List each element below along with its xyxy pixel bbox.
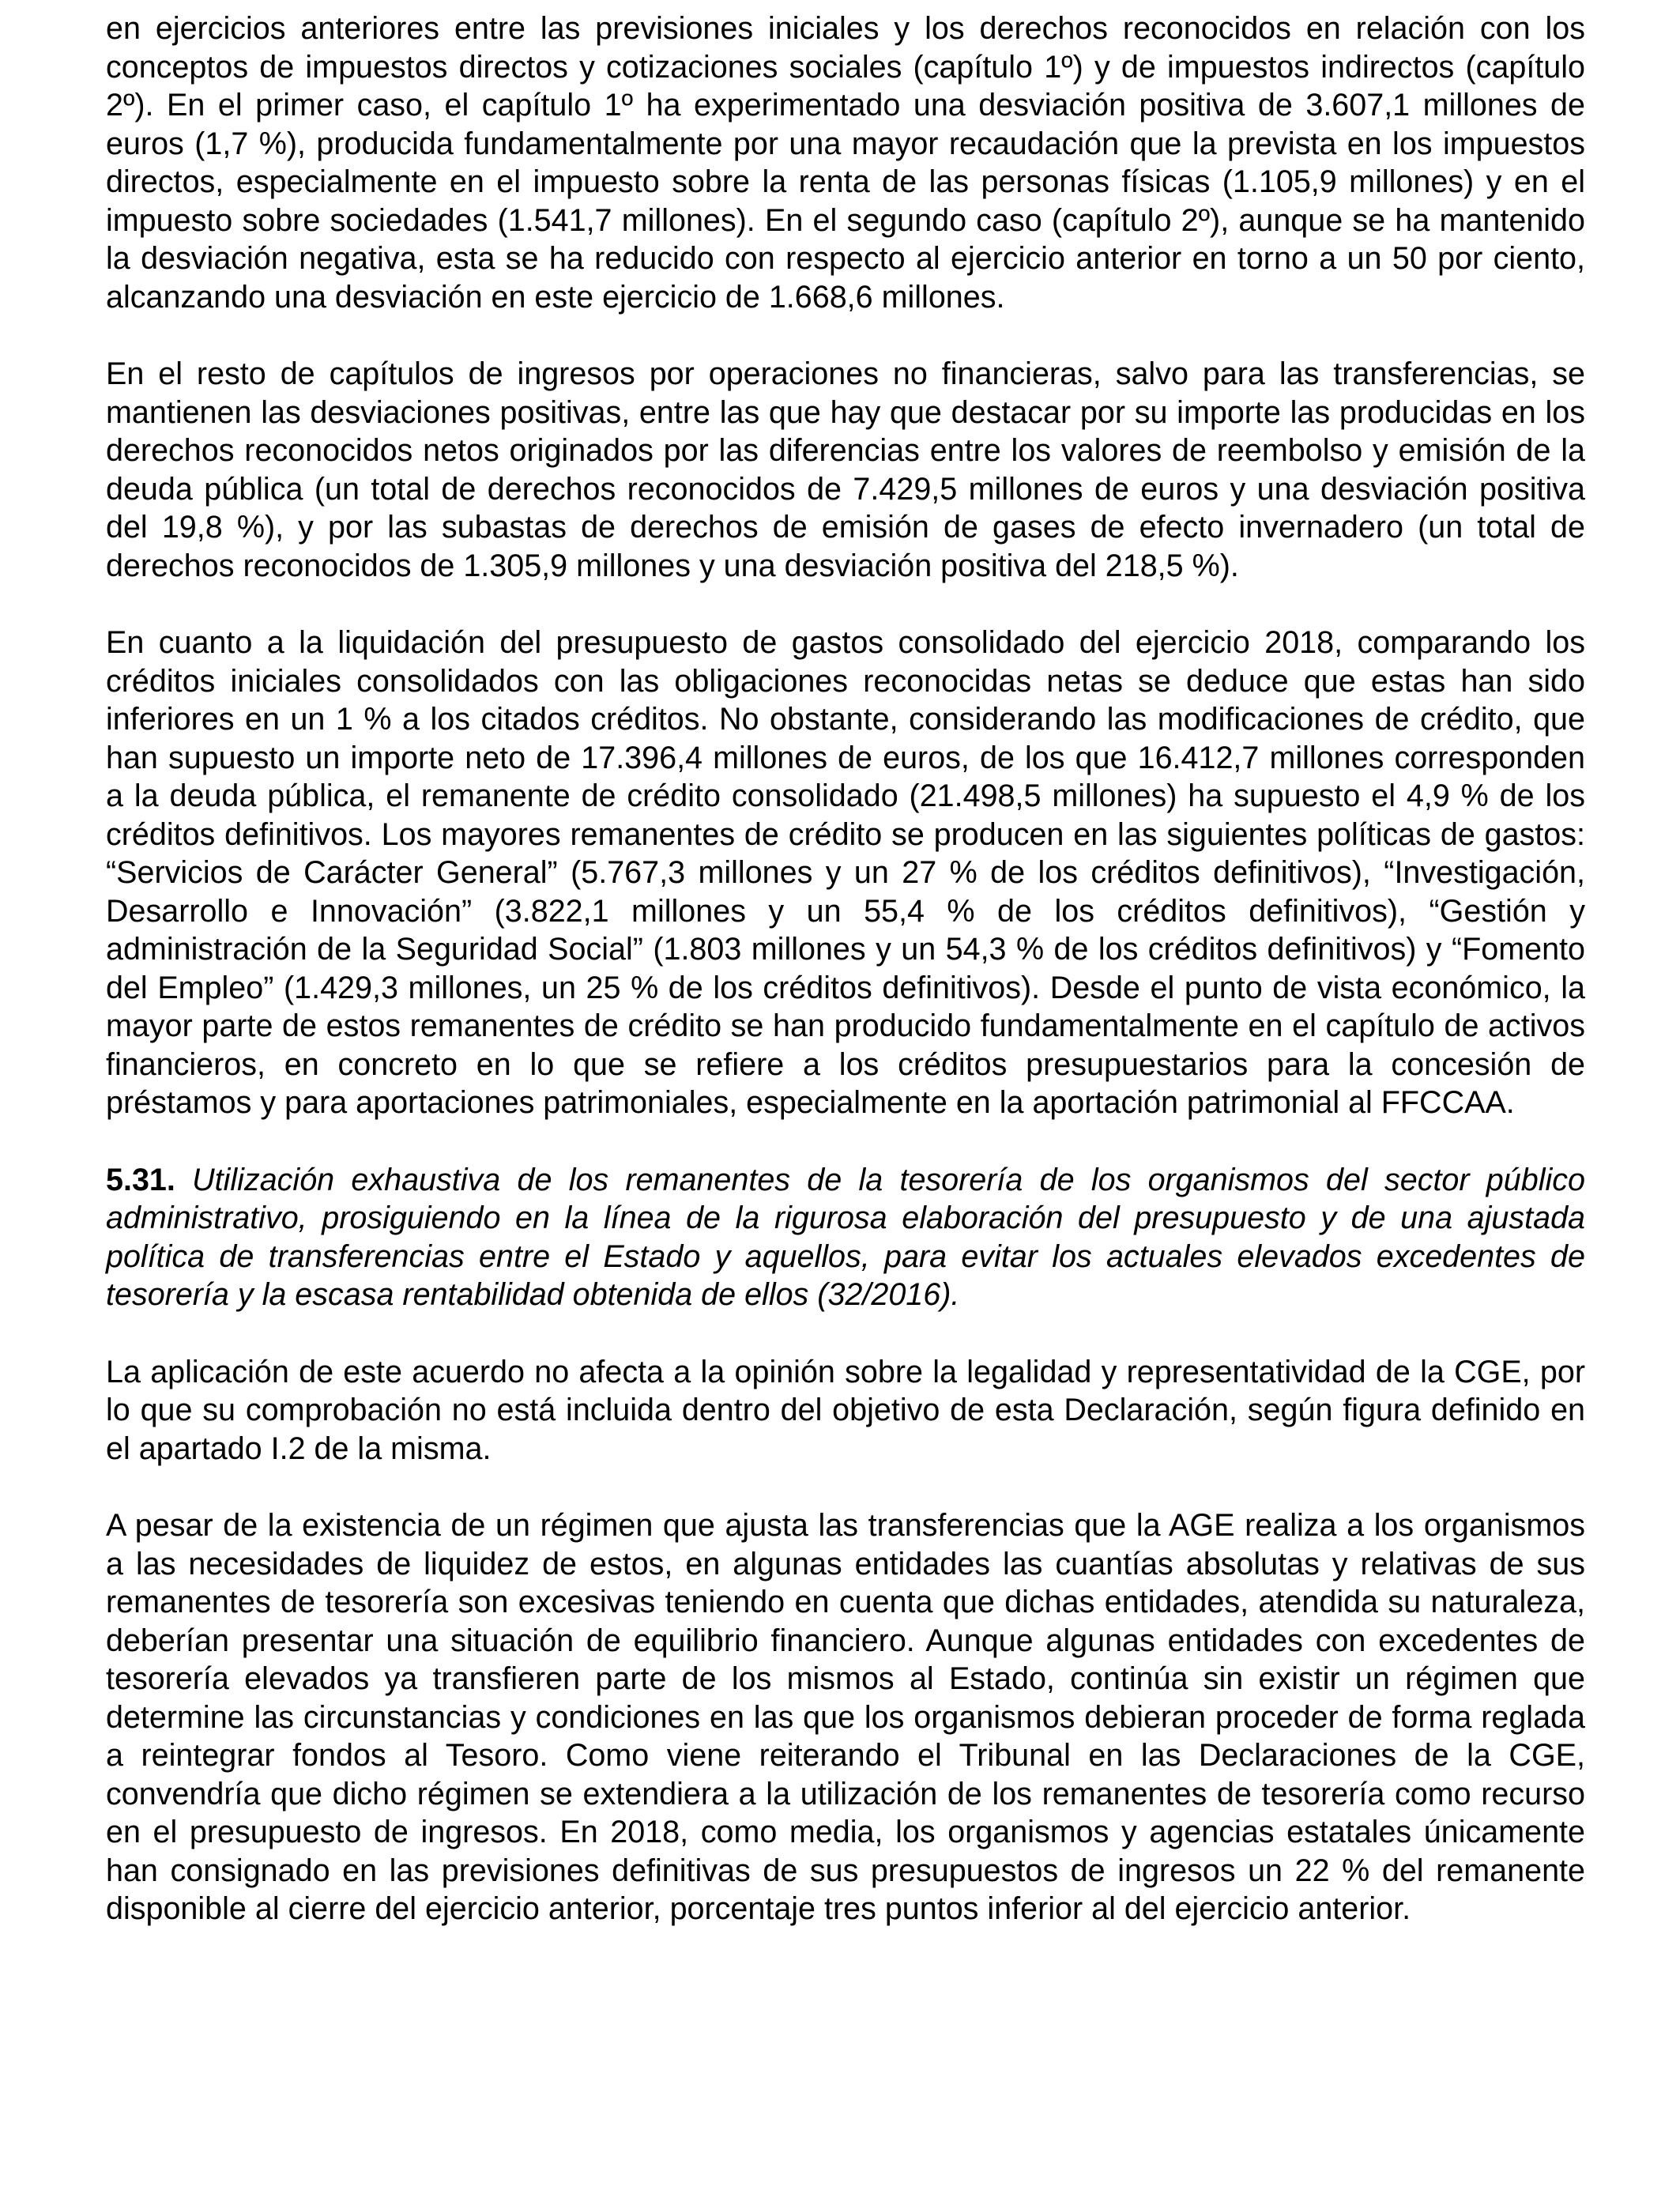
recommendation-block xyxy=(106,1161,1585,1314)
paragraph-expenditure-liquidation: En cuanto a la liquidación del presupuesto de gastos consolidado del ejercicio 2018, comparando los créditos iniciales consolidados con las obligaciones reconocidas netas se deduce que estas han sido inferiores en un 1 % a los citados créditos. No obstante, considerando las modificaciones de crédito, que han supuesto un importe neto de 17.396,4 millones de euros, de los que 16.412,7 millones corresponden a la deuda pública, el remanente de crédito consolidado (21.498,5 millones) ha supuesto el 4,9 % de los créditos definitivos. Los mayores remanentes de crédito se producen en las siguientes políticas de gastos: “Servicios de Carácter General” (5.767,3 millones y un 27 % de los créditos definitivos), “Investigación, Desarrollo e Innovación” (3.822,1 millones y un 55,4 % de los créditos definitivos), “Gestión y administración de la Seguridad Social” (1.803 millones y un 54,3 % de los créditos definitivos) y “Fomento del Empleo” (1.429,3 millones, un 25 % de los créditos definitivos). Desde el punto de vista económico, la mayor parte de estos remanentes de crédito se han producido fundamentalmente en el capítulo de activos financieros, en concreto en lo que se refiere a los créditos presupuestarios para la concesión de préstamos y para aportaciones patrimoniales, especialmente en la aportación patrimonial al FFCCAA. xyxy=(106,625,1585,1120)
document-page xyxy=(106,9,1585,1967)
paragraph-agreement-scope: La aplicación de este acuerdo no afecta a la opinión sobre la legalidad y representatividad de la CGE, por lo que su comprobación no está incluida dentro del objetivo de esta Declaración, según figura definido en el apartado I.2 de la misma. xyxy=(106,1354,1585,1466)
recommendation-text: Utilización exhaustiva de los remanentes de la tesorería de los organismos del sector público administrativo, prosiguiendo en la línea de la rigurosa elaboración del presupuesto y de una ajustada política de transferencias entre el Estado y aquellos, para evitar los actuales elevados excedentes de tesorería y la escasa rentabilidad obtenida de ellos (32/2016). xyxy=(106,1162,1585,1312)
paragraph-other-revenue-chapters: En el resto de capítulos de ingresos por operaciones no financieras, salvo para las transferencias, se mantienen las desviaciones positivas, entre las que hay que destacar por su importe las producidas en los derechos reconocidos netos originados por las diferencias entre los valores de reembolso y emisión de la deuda pública (un total de derechos reconocidos de 7.429,5 millones de euros y una desviación positiva del 19,8 %), y por las subastas de derechos de emisión de gases de efecto invernadero (un total de derechos reconocidos de 1.305,9 millones y una desviación positiva del 218,5 %). xyxy=(106,356,1585,583)
paragraph-revenue-deviations: en ejercicios anteriores entre las previsiones iniciales y los derechos reconocidos en relación con los conceptos de impuestos directos y cotizaciones sociales (capítulo 1º) y de impuestos indirectos (capítulo 2º). En el primer caso, el capítulo 1º ha experimentado una desviación positiva de 3.607,1 millones de euros (1,7 %), producida fundamentalmente por una mayor recaudación que la prevista en los impuestos directos, especialmente en el impuesto sobre la renta de las personas físicas (1.105,9 millones) y en el impuesto sobre sociedades (1.541,7 millones). En el segundo caso (capítulo 2º), aunque se ha mantenido la desviación negativa, esta se ha reducido con respecto al ejercicio anterior en torno a un 50 por ciento, alcanzando una desviación en este ejercicio de 1.668,6 millones. xyxy=(106,11,1585,315)
recommendation-number: 5.31. xyxy=(106,1162,175,1197)
paragraph-treasury-remnants: A pesar de la existencia de un régimen que ajusta las transferencias que la AGE realiza a los organismos a las necesidades de liquidez de estos, en algunas entidades las cuantías absolutas y relativas de sus remanentes de tesorería son excesivas teniendo en cuenta que dichas entidades, atendida su naturaleza, deberían presentar una situación de equilibrio financiero. Aunque algunas entidades con excedentes de tesorería elevados ya transfieren parte de los mismos al Estado, continúa sin existir un régimen que determine las circunstancias y condiciones en las que los organismos debieran proceder de forma reglada a reintegrar fondos al Tesoro. Como viene reiterando el Tribunal en las Declaraciones de la CGE, convendría que dicho régimen se extendiera a la utilización de los remanentes de tesorería como recurso en el presupuesto de ingresos. En 2018, como media, los organismos y agencias estatales únicamente han consignado en las previsiones definitivas de sus presupuestos de ingresos un 22 % del remanente disponible al cierre del ejercicio anterior, porcentaje tres puntos inferior al del ejercicio anterior. xyxy=(106,1508,1585,1926)
